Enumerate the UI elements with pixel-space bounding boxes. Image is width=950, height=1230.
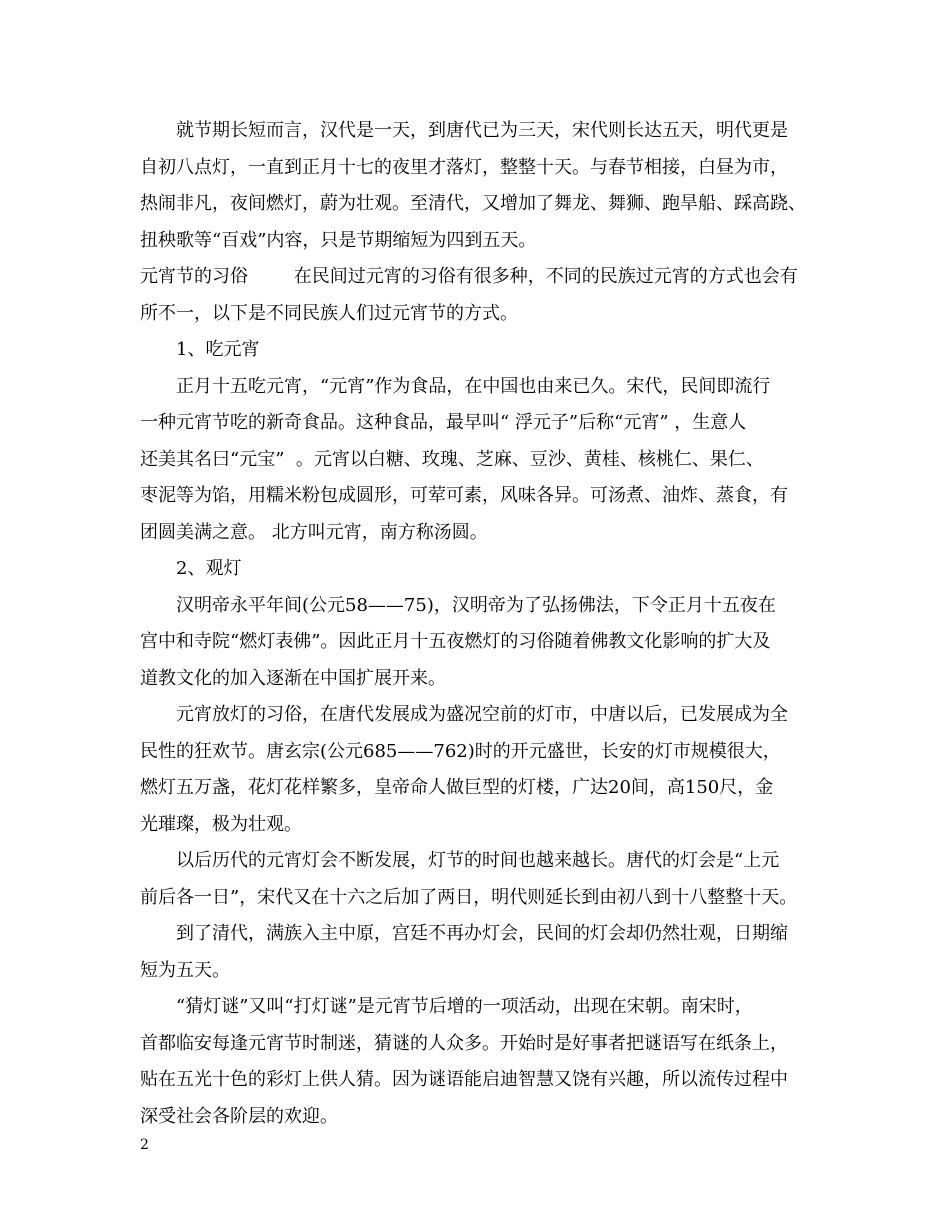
text-line: 燃灯五万盏，花灯花样繁多，皇帝命人做巨型的灯楼，广达20间，高150尺，金 [140,777,774,798]
text-line: 枣泥等为馅，用糯米粉包成圆形，可荤可素，风味各异。可汤煮、油炸、蒸食，有 [140,485,788,506]
text-line: 元宵放灯的习俗，在唐代发展成为盛况空前的灯市，中唐以后，已发展成为全 [176,704,788,725]
text-line: 深受社会各阶层的欢迎。 [140,1105,338,1127]
text-line: 就节期长短而言，汉代是一天，到唐代已为三天，宋代则长达五天，明代更是 [176,120,788,141]
text-line: 贴在五光十色的彩灯上供人猜。因为谜语能启迪智慧又饶有兴趣，所以流传过程中 [140,1069,788,1090]
text-line: 所不一，以下是不同民族人们过元宵节的方式。 [140,302,518,324]
text-line: 元宵节的习俗 在民间过元宵的习俗有很多种，不同的民族过元宵的方式也会有 [140,266,798,287]
text-line: 正月十五吃元宵，“元宵”作为食品，在中国也由来已久。宋代，民间即流行 [176,375,771,397]
text-line: 2、观灯 [176,558,242,579]
text-line: 前后各一日”，宋代又在十六之后加了两日，明代则延长到由初八到十八整整十天。 [140,886,798,908]
document-body [140,113,830,1135]
text-line: 团圆美满之意。 北方叫元宵，南方称汤圆。 [140,521,488,543]
text-line: 还美其名曰“元宝” 。元宵以白糖、玫瑰、芝麻、豆沙、黄桂、核桃仁、果仁、 [140,448,764,470]
text-line: 短为五天。 [140,959,230,981]
text-line: 以后历代的元宵灯会不断发展，灯节的时间也越来越长。唐代的灯会是“上元 [176,850,780,871]
text-line: 光璀璨，极为壮观。 [140,813,302,835]
text-line: “猜灯谜”又叫“打灯谜”是元宵节后增的一项活动，出现在宋朝。南宋时， [176,996,753,1017]
text-line: 自初八点灯，一直到正月十七的夜里才落灯，整整十天。与春节相接，白昼为市， [140,156,788,178]
text-line: 到了清代，满族入主中原，宫廷不再办灯会，民间的灯会却仍然壮观，日期缩 [176,923,788,944]
text-line: 扭秧歌等“百戏”内容，只是节期缩短为四到五天。 [140,229,537,251]
page-number: 2 [140,1137,149,1153]
text-line: 宫中和寺院“燃灯表佛”。因此正月十五夜燃灯的习俗随着佛教文化影响的扩大及 [140,631,771,652]
text-line: 汉明帝永平年间(公元58——75)，汉明帝为了弘扬佛法，下令正月十五夜在 [176,594,776,616]
text-line: 首都临安每逢元宵节时制迷，猜谜的人众多。开始时是好事者把谜语写在纸条上， [140,1032,788,1054]
text-line: 1、吃元宵 [176,339,260,360]
text-line: 热闹非凡，夜间燃灯，蔚为壮观。至清代，又增加了舞龙、舞狮、跑旱船、踩高跷、 [140,193,806,214]
text-line: 民性的狂欢节。唐玄宗(公元685——762)时的开元盛世，长安的灯市规模很大， [140,740,781,762]
text-line: 一种元宵节吃的新奇食品。这种食品，最早叫“ 浮元子”后称“元宵” ，生意人 [140,412,747,433]
text-line: 道教文化的加入逐渐在中国扩展开来。 [140,667,446,689]
